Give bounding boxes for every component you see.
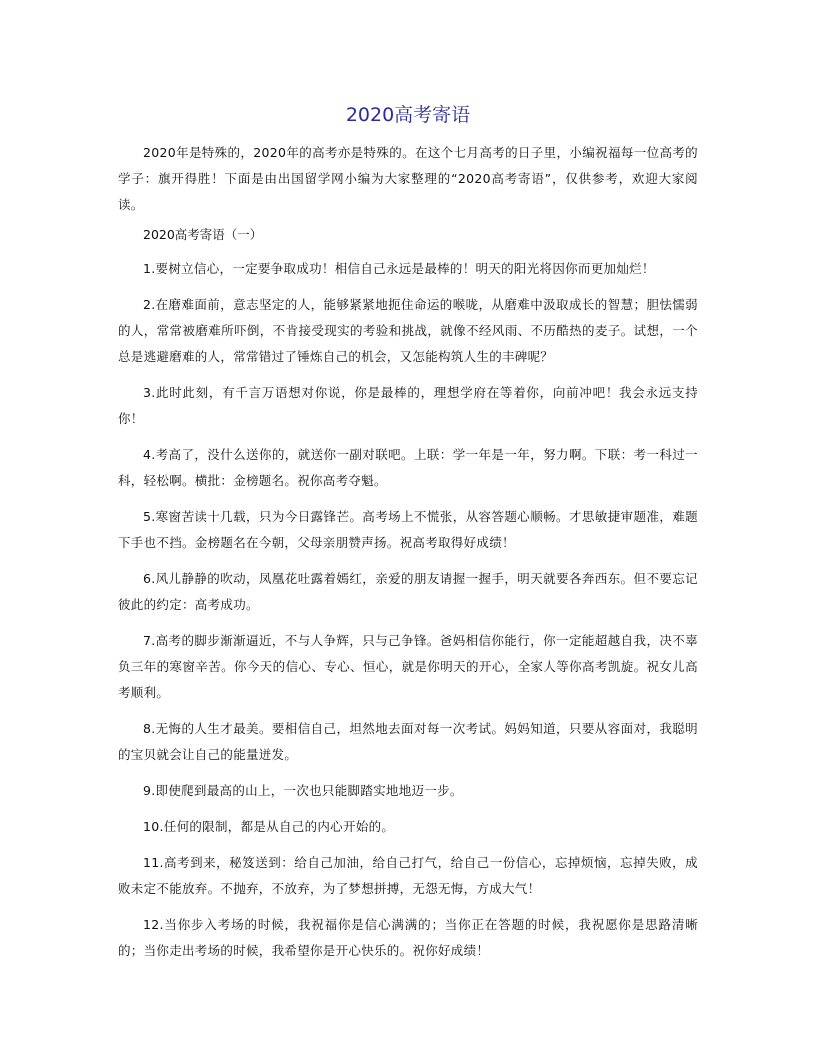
list-item: 2.在磨难面前，意志坚定的人，能够紧紧地扼住命运的喉咙，从磨难中汲取成长的智慧；胆怯懦弱的人，常常被磨难所吓倒，不肯接受现实的考验和挑战，就像不经风雨、不历酷热的麦子。试想，一个总是逃避磨难的人，常常错过了锤炼自己的机会，又怎能构筑人生的丰碑呢？	[118, 297, 698, 364]
document-page	[118, 100, 698, 974]
list-item: 10.任何的限制，都是从自己的内心开始的。	[143, 819, 395, 834]
list-item: 12.当你步入考场的时候，我祝福你是信心满满的；当你正在答题的时候，我祝愿你是思路清晰的；当你走出考场的时候，我希望你是开心快乐的。祝你好成绩！	[118, 917, 698, 958]
list-item: 8.无悔的人生才最美。要相信自己，坦然地去面对每一次考试。妈妈知道，只要从容面对，我聪明的宝贝就会让自己的能量迸发。	[118, 721, 698, 762]
list-item: 7.高考的脚步渐渐逼近，不与人争辉，只与己争锋。爸妈相信你能行，你一定能超越自我，决不辜负三年的寒窗辛苦。你今天的信心、专心、恒心，就是你明天的开心，全家人等你高考凯旋。祝女儿高考顺利。	[118, 633, 698, 700]
list-item: 9.即使爬到最高的山上，一次也只能脚踏实地地迈一步。	[143, 783, 463, 798]
intro-paragraph: 2020年是特殊的，2020年的高考亦是特殊的。在这个七月高考的日子里，小编祝福每一位高考的学子：旗开得胜！下面是由出国留学网小编为大家整理的“2020高考寄语”，仅供参考，欢迎大家阅读。	[118, 145, 698, 212]
list-item: 1.要树立信心，一定要争取成功！相信自己永远是最棒的！明天的阳光将因你而更加灿烂！	[143, 261, 655, 276]
list-item: 6.风儿静静的吹动，凤凰花吐露着嫣红，亲爱的朋友请握一握手，明天就要各奔西东。但不要忘记彼此的约定：高考成功。	[118, 571, 698, 612]
list-item: 5.寒窗苦读十几载，只为今日露锋芒。高考场上不慌张，从容答题心顺畅。才思敏捷审题准，难题下手也不挡。金榜题名在今朝，父母亲朋赞声扬。祝高考取得好成绩！	[118, 509, 698, 550]
list-item: 3.此时此刻，有千言万语想对你说，你是最棒的，理想学府在等着你，向前冲吧！我会永远支持你！	[118, 385, 698, 426]
list-item: 4.考高了，没什么送你的，就送你一副对联吧。上联：学一年是一年，努力啊。下联：考一科过一科，轻松啊。横批：金榜题名。祝你高考夺魁。	[118, 447, 698, 488]
document-title: 2020高考寄语	[345, 104, 471, 126]
list-item: 11.高考到来，秘笈送到：给自己加油，给自己打气，给自己一份信心，忘掉烦恼，忘掉失败，成败未定不能放弃。不抛弃，不放弃，为了梦想拼搏，无怨无悔，方成大气！	[118, 855, 698, 896]
section-heading: 2020高考寄语（一）	[143, 227, 263, 242]
